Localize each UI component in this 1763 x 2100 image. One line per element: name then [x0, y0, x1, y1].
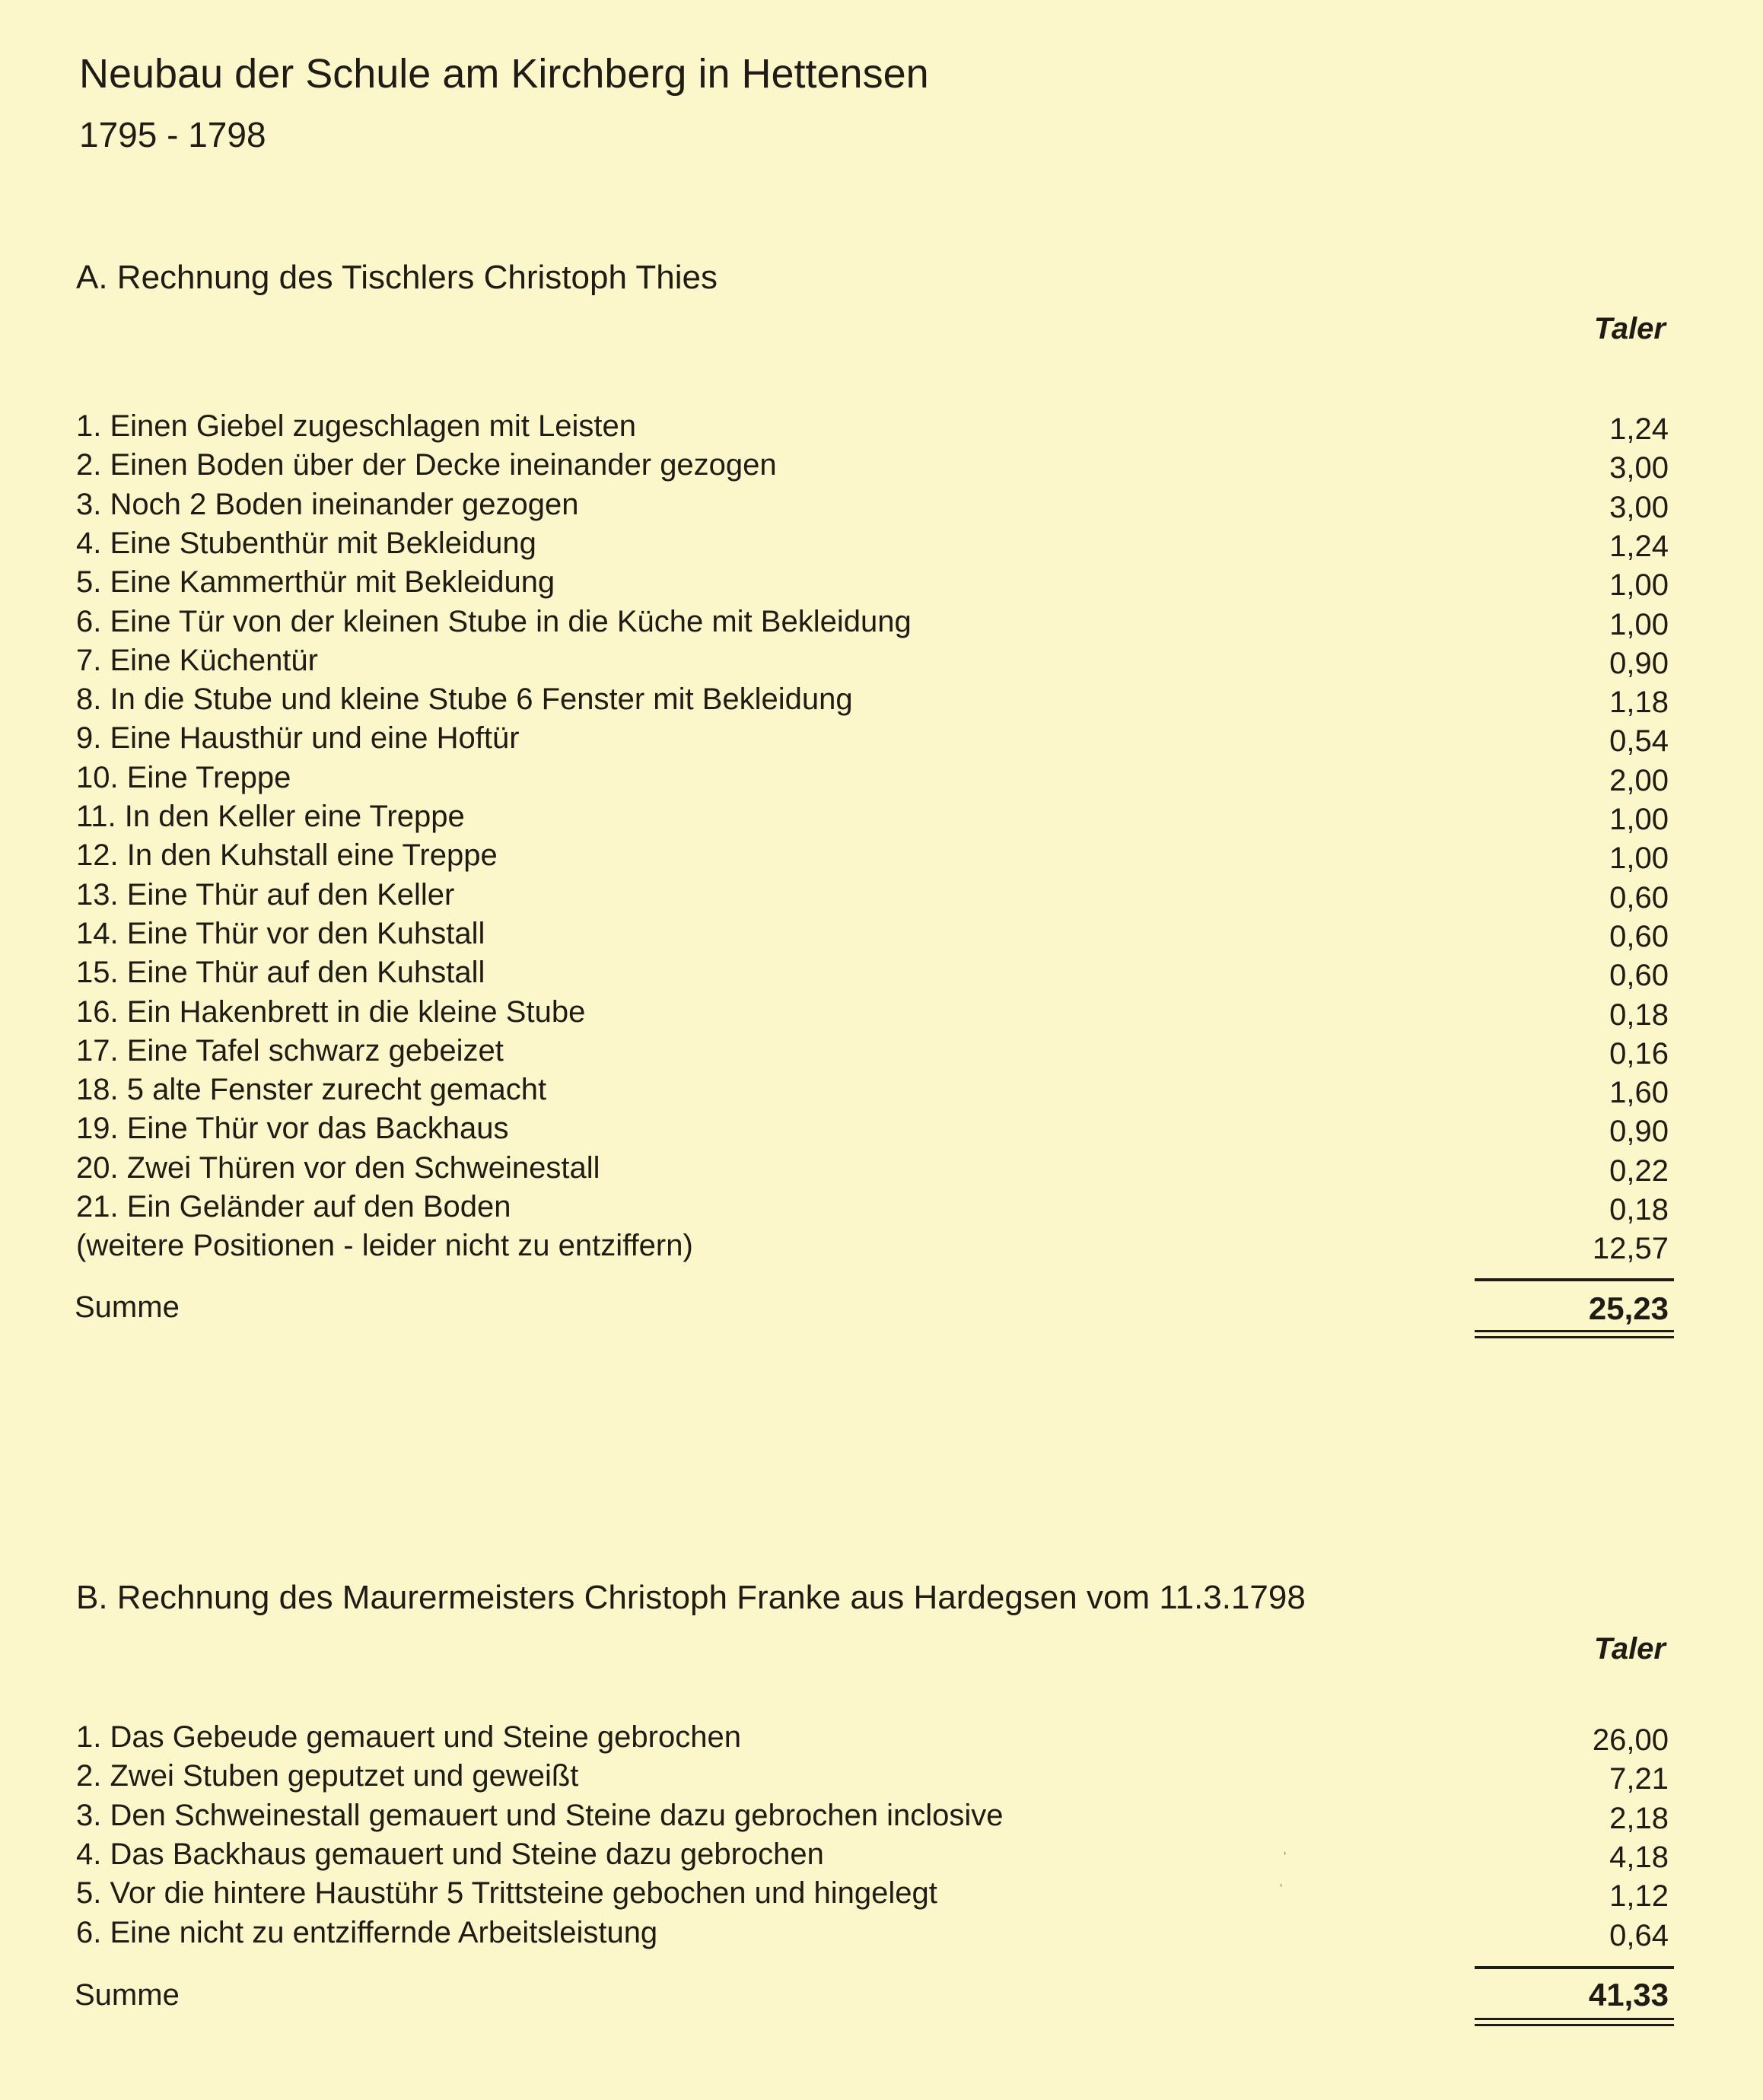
- line-item: [0, 1799, 1763, 1838]
- line-item: [0, 1229, 1763, 1268]
- section-b-sum-rule: [1475, 1966, 1674, 1969]
- line-item-amount: 1,00: [1609, 607, 1669, 641]
- section-b-heading: B. Rechnung des Maurermeisters Christoph Franke aus Hardegsen vom 11.3.1798: [76, 1579, 1306, 1616]
- line-item-description: 7. Eine Küchentür: [76, 643, 318, 677]
- line-item: [0, 1838, 1763, 1877]
- line-item: [0, 1720, 1763, 1760]
- line-item-description: 2. Zwei Stuben geputzet und geweißt: [76, 1759, 579, 1793]
- section-a-sum-rule: [1475, 1278, 1674, 1281]
- line-item-amount: 1,18: [1609, 686, 1669, 720]
- line-item-amount: 0,60: [1609, 959, 1669, 993]
- line-item-amount: 1,60: [1609, 1076, 1669, 1110]
- line-item: [0, 605, 1763, 644]
- line-item-amount: 0,90: [1609, 1115, 1669, 1149]
- line-item-description: 3. Den Schweinestall gemauert und Steine dazu gebrochen inclosive: [76, 1798, 1004, 1832]
- line-item-description: 1. Das Gebeude gemauert und Steine gebrochen: [76, 1720, 741, 1754]
- section-b-sum-double-rule: [1475, 2018, 1674, 2026]
- paper-speck: ˈ: [1282, 1849, 1288, 1868]
- paper-speck: ˌ: [1278, 1868, 1284, 1887]
- line-item: [0, 1151, 1763, 1191]
- line-item: [0, 1190, 1763, 1230]
- section-a-sum-value: 25,23: [1588, 1290, 1669, 1326]
- section-a-sum-double-rule: [1475, 1330, 1674, 1338]
- section-b-sum-value: 41,33: [1588, 1977, 1669, 2013]
- line-item-description: 8. In die Stube und kleine Stube 6 Fenster mit Bekleidung: [76, 682, 853, 717]
- line-item-amount: 3,00: [1609, 490, 1669, 524]
- line-item: [0, 995, 1763, 1035]
- line-item-amount: 0,64: [1609, 1918, 1669, 1952]
- line-item-amount: 0,60: [1609, 880, 1669, 915]
- line-item: [0, 488, 1763, 527]
- line-item-amount: 1,00: [1609, 842, 1669, 876]
- document-subtitle: 1795 - 1798: [79, 115, 266, 154]
- line-item-description: 19. Eine Thür vor das Backhaus: [76, 1112, 509, 1146]
- line-item: [0, 409, 1763, 449]
- line-item-description: 2. Einen Boden über der Decke ineinander gezogen: [76, 448, 777, 482]
- line-item-amount: 4,18: [1609, 1840, 1669, 1874]
- line-item-amount: 26,00: [1592, 1723, 1669, 1757]
- line-item-amount: 7,21: [1609, 1762, 1669, 1796]
- line-item-description: 10. Eine Treppe: [76, 760, 291, 794]
- line-item-amount: 1,24: [1609, 529, 1669, 563]
- line-item-amount: 1,00: [1609, 803, 1669, 836]
- line-item: [0, 721, 1763, 761]
- line-item-amount: 0,16: [1609, 1036, 1669, 1071]
- line-item-description: 3. Noch 2 Boden ineinander gezogen: [76, 487, 579, 521]
- line-item-amount: 12,57: [1592, 1232, 1669, 1266]
- line-item: [0, 956, 1763, 995]
- line-item: [0, 878, 1763, 918]
- line-item: [0, 1034, 1763, 1074]
- line-item: [0, 644, 1763, 683]
- line-item: [0, 761, 1763, 800]
- line-item-amount: 0,90: [1609, 646, 1669, 680]
- line-item-description: 9. Eine Hausthür und eine Hoftür: [76, 721, 520, 756]
- line-item: [0, 565, 1763, 605]
- line-item-description: 4. Das Backhaus gemauert und Steine dazu gebrochen: [76, 1837, 824, 1871]
- line-item-description: (weitere Positionen - leider nicht zu entziffern): [76, 1229, 693, 1263]
- line-item-description: 13. Eine Thür auf den Keller: [76, 877, 455, 912]
- line-item-description: 5. Vor die hintere Haustühr 5 Trittsteine gebochen und hingelegt: [76, 1876, 937, 1911]
- line-item-amount: 0,22: [1609, 1153, 1669, 1188]
- line-item-description: 14. Eine Thür vor den Kuhstall: [76, 916, 485, 950]
- line-item: [0, 527, 1763, 566]
- line-item-amount: 2,18: [1609, 1801, 1669, 1835]
- line-item-amount: 1,12: [1609, 1879, 1669, 1914]
- section-b-unit: Taler: [1593, 1632, 1666, 1666]
- line-item-amount: 3,00: [1609, 451, 1669, 485]
- line-item-description: 16. Ein Hakenbrett in die kleine Stube: [76, 994, 586, 1029]
- document-title: Neubau der Schule am Kirchberg in Hettensen: [79, 51, 929, 97]
- section-b-sum-label: Summe: [75, 1978, 180, 2012]
- line-item-description: 5. Eine Kammerthür mit Bekleidung: [76, 565, 555, 600]
- section-a-sum-label: Summe: [75, 1290, 180, 1324]
- line-item: [0, 800, 1763, 839]
- line-item-amount: 0,18: [1609, 1193, 1669, 1227]
- line-item: [0, 1916, 1763, 1955]
- line-item-description: 20. Zwei Thüren vor den Schweinestall: [76, 1150, 600, 1185]
- section-a-heading: A. Rechnung des Tischlers Christoph Thies: [76, 259, 718, 296]
- line-item: [0, 448, 1763, 488]
- line-item-description: 1. Einen Giebel zugeschlagen mit Leisten: [76, 409, 637, 443]
- line-item-description: 17. Eine Tafel schwarz gebeizet: [76, 1033, 504, 1068]
- section-a-unit: Taler: [1593, 312, 1666, 345]
- line-item: [0, 917, 1763, 956]
- line-item-description: 4. Eine Stubenthür mit Bekleidung: [76, 526, 536, 560]
- line-item-description: 11. In den Keller eine Treppe: [76, 800, 465, 833]
- line-item: [0, 682, 1763, 722]
- line-item-amount: 2,00: [1609, 763, 1669, 797]
- line-item: [0, 1876, 1763, 1916]
- line-item-amount: 0,18: [1609, 998, 1669, 1032]
- line-item: [0, 1759, 1763, 1799]
- line-item-description: 15. Eine Thür auf den Kuhstall: [76, 956, 485, 990]
- line-item: [0, 1112, 1763, 1151]
- line-item-description: 18. 5 alte Fenster zurecht gemacht: [76, 1073, 547, 1107]
- line-item-description: 12. In den Kuhstall eine Treppe: [76, 838, 498, 873]
- line-item-amount: 0,60: [1609, 919, 1669, 953]
- line-item-description: 21. Ein Geländer auf den Boden: [76, 1190, 511, 1223]
- line-item-description: 6. Eine Tür von der kleinen Stube in die Küche mit Bekleidung: [76, 604, 912, 638]
- line-item-amount: 1,00: [1609, 568, 1669, 603]
- line-item-description: 6. Eine nicht zu entziffernde Arbeitsleistung: [76, 1915, 658, 1949]
- line-item-amount: 1,24: [1609, 412, 1669, 446]
- line-item: [0, 838, 1763, 878]
- line-item: [0, 1073, 1763, 1112]
- line-item-amount: 0,54: [1609, 724, 1669, 759]
